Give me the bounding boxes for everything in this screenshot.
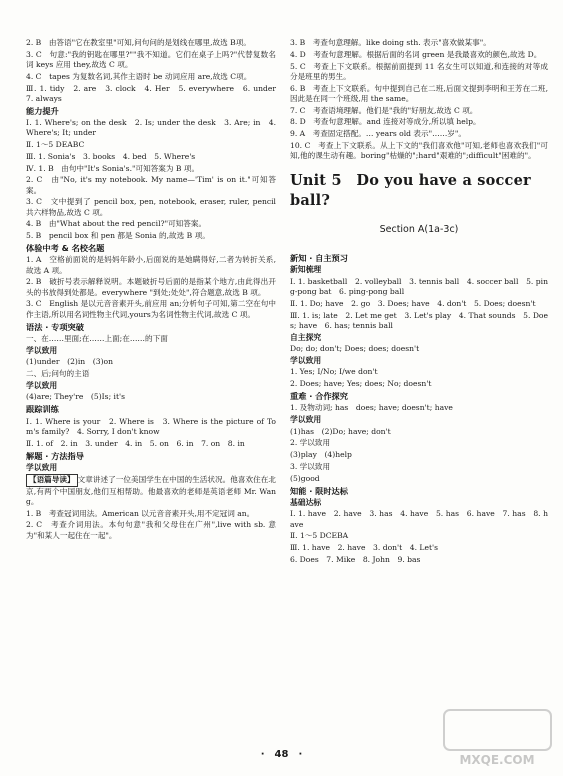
- right-column-section-answers: [290, 253, 548, 565]
- answer-paragraph: (1)has (2)Do; have; don't: [290, 426, 391, 436]
- answer-paragraph: Ⅱ. 1～5 DCEBA: [290, 531, 349, 541]
- answer-paragraph: Ⅲ. 1. Sonia's 3. books 4. bed 5. Where's: [26, 151, 196, 161]
- answer-paragraph: Do; do; don't; Does; does; doesn't: [290, 344, 420, 354]
- answer-paragraph: Ⅱ. 1. Do; have 2. go 3. Does; have 4. don't 5. Does; doesn't: [290, 298, 536, 308]
- subheading: 基础达标: [290, 497, 322, 507]
- answer-paragraph: 1. Yes; I/No; I/we don't: [290, 367, 378, 377]
- section-heading: 能力提升: [26, 106, 59, 116]
- answer-paragraph: 2. Does; have; Yes; does; No; doesn't: [290, 379, 432, 389]
- answer-paragraph: 6. Does 7. Mike 8. John 9. bas: [290, 554, 421, 564]
- section-heading: 解题 · 方法指导: [26, 450, 84, 461]
- answer-paragraph: 2. C 由"No, it's my notebook. My name—'Tim' is on it."可知答案。: [26, 175, 276, 195]
- answer-paragraph: (4)are; They're (5)Is; it's: [26, 392, 126, 402]
- answer-paragraph: Ⅲ. 1. have 2. have 3. don't 4. Let's: [290, 543, 439, 553]
- section-heading: 跟踪训练: [26, 404, 59, 415]
- answer-paragraph: 7. C 考查语境理解。他们是"我的"好朋友,故选 C 项。: [290, 105, 478, 115]
- section-heading: 知能 · 限时达标: [290, 485, 348, 496]
- passage-guide-label: 【语篇导读】: [26, 474, 78, 486]
- answer-paragraph: 2. B 破折号表示解释说明。本题破折号后面的是指某个地方,由此得出开头的书放得到处都是。everywhere "到处;处处",符合题意,故选 B 项。: [26, 277, 276, 297]
- answer-paragraph: 3. C English 是以元音音素开头,前应用 an;分析句子可知,第二空在句中作主语,所以用名词性物主代词,yours为名词性物主代词,故选 C 项。: [26, 299, 276, 319]
- answer-paragraph: Ⅰ. 1. basketball 2. volleyball 3. tennis ball 4. soccer ball 5. ping-pong bat 6. ping-pong ball: [290, 276, 548, 297]
- subheading: 自主探究: [290, 332, 322, 342]
- subheading: 学以致用: [26, 462, 58, 472]
- answer-paragraph: 1. A 空格前面说的是妈妈年龄小,后面说的是她瞒得好,二者为转折关系,故选 A 项。: [26, 255, 276, 275]
- answer-paragraph: 8. D 考查句意理解。and 连接对等成分,所以填 help。: [290, 117, 481, 127]
- answer-paragraph: Ⅲ. 1. tidy 2. are 3. clock 4. Her 5. everywhere 6. under 7. always: [26, 83, 284, 103]
- answer-paragraph: 3. 学以致用: [290, 461, 331, 471]
- answer-paragraph: 5. C 考查上下文联系。根据前面提到 11 名女生可以知道,和连接的对等成分是班里的男生。: [290, 61, 548, 81]
- answer-paragraph: Ⅰ. 1. Where's; on the desk 2. Is; under the desk 3. Are; in 4. Where's; It; under: [26, 118, 276, 138]
- answer-paragraph: 5. B pencil box 和 pen 都是 Sonia 的,故选 B 项。: [26, 231, 210, 241]
- answer-paragraph: 2. B 由答语"它在教室里"可知,问句问的是划线在哪里,故选 B项。: [26, 38, 251, 47]
- page-number: · 48 ·: [260, 749, 303, 760]
- answer-paragraph: 3. B 考查句意理解。like doing sth. 表示"喜欢做某事"。: [290, 38, 491, 47]
- section-heading: 新知 · 自主预习: [290, 253, 348, 264]
- subheading: 新知梳理: [290, 265, 322, 275]
- answer-paragraph: 3. C 句意:"我的钥匙在哪里?""我不知道。它们在桌子上吗?"代替复数名词 keys 应用 they,故选 C 项。: [26, 49, 276, 69]
- answer-paragraph: Ⅳ. 1. B 由句中"It's Sonia's."可知答案为 B 项。: [26, 163, 200, 173]
- unit-title: Unit 5 Do you have a soccer ball?: [290, 172, 531, 209]
- passage-guide-text: 文章讲述了一位美国学生在中国的生活状况。他喜欢住在北京,有两个中国朋友,他们互相帮助。他最喜欢的老师是英语老师 Mr. Wang。: [26, 475, 276, 506]
- answer-paragraph: 1. B 考查冠词用法。American 以元音音素开头,用不定冠词 an。: [26, 508, 255, 518]
- right-column: [290, 38, 548, 567]
- section-heading: 语法 · 专项突破: [26, 321, 84, 332]
- answer-paragraph: Ⅲ. 1. is; late 2. Let me get 3. Let's play 4. That sounds 5. Does; have 6. has; tennis ball: [290, 310, 548, 330]
- left-column: [26, 38, 284, 542]
- answer-paragraph: (3)play (4)help: [290, 450, 352, 460]
- answer-paragraph: 4. B 由"What about the red pencil?"可知答案。: [26, 219, 207, 229]
- answer-paragraph: 2. 学以致用: [290, 438, 331, 448]
- answer-paragraph: 3. C 文中提到了 pencil box, pen, notebook, eraser, ruler, pencil 共六样物品,故选 C 项。: [26, 197, 276, 217]
- section-title: Section A(1a-3c): [379, 224, 459, 236]
- answer-paragraph: 9. A 考查固定搭配。… years old 表示"……岁"。: [290, 129, 466, 138]
- section-heading: 重难 · 合作探究: [290, 391, 348, 402]
- answer-paragraph: 4. D 考查句意理解。根据后面的名词 green 是我最喜欢的颜色,故选 D。: [290, 49, 542, 59]
- answer-paragraph: 二、后;问句的主语: [26, 368, 90, 378]
- answer-paragraph: 一、在……里面;在……上面;在……的下面: [26, 333, 168, 343]
- answer-paragraph: [26, 474, 276, 507]
- answer-paragraph: 2. C 考查介词用法。本句句意"我和父母住在广州",live with sb. 意为"和某人一起住在一起"。: [26, 520, 276, 540]
- subheading: 学以致用: [290, 355, 322, 365]
- answer-paragraph: (1)under (2)in (3)on: [26, 357, 114, 367]
- watermark-logo: [440, 706, 555, 770]
- subheading: 学以致用: [26, 345, 58, 355]
- subheading: 学以致用: [26, 380, 58, 390]
- answer-paragraph: Ⅰ. 1. have 2. have 3. has 4. have 5. has 6. have 7. has 8. have: [290, 509, 548, 529]
- watermark-text: MXQE.COM: [459, 753, 535, 767]
- answer-paragraph: (5)good: [290, 473, 320, 483]
- answer-paragraph: 6. B 考查上下文联系。句中提到自己在二班,后面文提到李明和王芳在二班,因此是在同一个班级,用 the same。: [290, 83, 548, 103]
- right-column-answers: [290, 38, 548, 161]
- section-heading: 体验中考 & 名校名题: [26, 243, 105, 254]
- answer-paragraph: Ⅰ. 1. Where is your 2. Where is 3. Where is the picture of Tom's family? 4. Sorry, I don't know: [26, 416, 276, 436]
- answer-paragraph: 1. 及物动词; has does; have; doesn't; have: [290, 403, 453, 413]
- answer-paragraph: Ⅱ. 1. of 2. in 3. under 4. in 5. on 6. in 7. on 8. in: [26, 438, 245, 448]
- answer-paragraph: 10. C 考查上下文联系。从上下文的"我们喜欢他"可知,老师也喜欢我们"可知,他的课生动有趣。boring"枯燥的";hard"艰难的";difficult"困难的"。: [290, 140, 548, 160]
- answer-paragraph: 4. C tapes 为复数名词,其作主语时 be 动词应用 are,故选 C项。: [26, 71, 252, 81]
- answer-paragraph: Ⅱ. 1～5 DEABC: [26, 140, 85, 150]
- subheading: 学以致用: [290, 415, 322, 425]
